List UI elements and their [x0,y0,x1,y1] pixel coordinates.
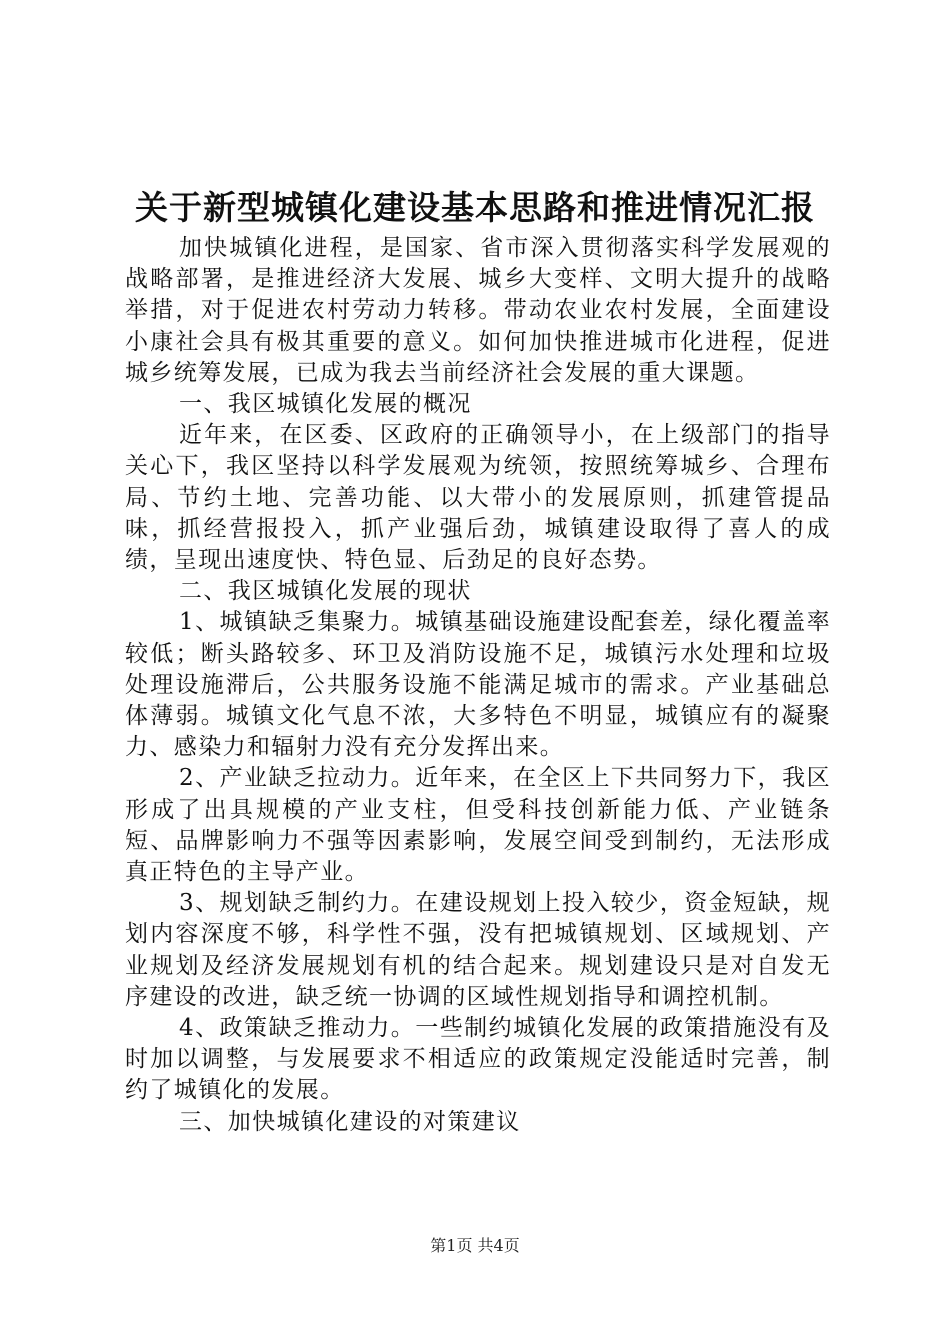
status-item-3: 3、规划缺乏制约力。在建设规划上投入较少，资金短缺，规划内容深度不够，科学性不强，没有把城镇规划、区域规划、产业规划及经济发展规划有机的结合起来。规划建设只是对自发无序建设的改进，缺乏统一协调的区域性规划指导和调控机制。 [125,890,831,1010]
section-heading-suggestions: 三、加快城镇化建设的对策建议 [179,1108,521,1135]
document-title: 关于新型城镇化建设基本思路和推进情况汇报 [135,188,815,227]
overview-paragraph: 近年来，在区委、区政府的正确领导小，在上级部门的指导关心下，我区坚持以科学发展观为统领，按照统筹城乡、合理布局、节约土地、完善功能、以大带小的发展原则，抓建管提品味，抓经营报投入，抓产业强后劲，城镇建设取得了喜人的成绩，呈现出速度快、特色显、后劲足的良好态势。 [125,422,831,574]
status-item-2: 2、产业缺乏拉动力。近年来，在全区上下共同努力下，我区形成了出具规模的产业支柱，但受科技创新能力低、产业链条短、品牌影响力不强等因素影响，发展空间受到制约，无法形成真正特色的主导产业。 [125,765,831,886]
section-heading-status: 二、我区城镇化发展的现状 [179,578,472,605]
page-number-footer: 第1页 共4页 [430,1236,520,1255]
section-heading-overview: 一、我区城镇化发展的概况 [179,391,472,418]
status-item-4: 4、政策缺乏推动力。一些制约城镇化发展的政策措施没有及时加以调整，与发展要求不相适应的政策规定没能适时完善，制约了城镇化的发展。 [125,1015,831,1104]
status-item-1: 1、城镇缺乏集聚力。城镇基础设施建设配套差，绿化覆盖率较低；断头路较多、环卫及消防设施不足，城镇污水处理和垃圾处理设施滞后，公共服务设施不能满足城市的需求。产业基础总体薄弱。城镇文化气息不浓，大多特色不明显，城镇应有的凝聚力、感染力和辐射力没有充分发挥出来。 [125,609,831,761]
intro-paragraph: 加快城镇化进程，是国家、省市深入贯彻落实科学发展观的战略部署，是推进经济大发展、城乡大变样、文明大提升的战略举措，对于促进农村劳动力转移。带动农业农村发展，全面建设小康社会具有极其重要的意义。如何加快推进城市化进程，促进城乡统筹发展，已成为我去当前经济社会发展的重大课题。 [125,235,831,386]
document-body [125,233,831,1138]
